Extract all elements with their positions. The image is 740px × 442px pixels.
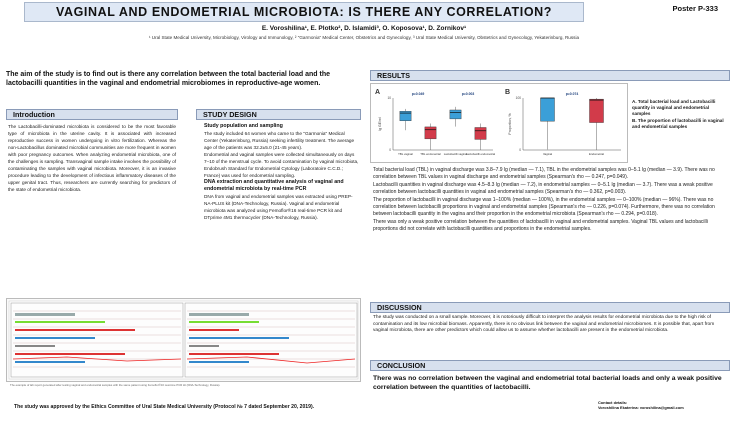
poster-title: VAGINAL AND ENDOMETRIAL MICROBIOTA: IS THERE ANY CORRELATION? bbox=[24, 2, 584, 22]
chart-0-box-1 bbox=[425, 127, 436, 139]
chart-1-box-1 bbox=[590, 99, 604, 122]
chart-0-group-label-0: TBL vaginal bbox=[398, 152, 413, 156]
results-proportion: The proportion of lactobacilli in vaginal discharge was 1–100% (median — 100%), in the endometrial samples — 0–100% (median — 96%). There was no correlation between lactobacilli proportions in vaginal and endometrial samples (Spearman's rho — 0.226, p=0.074). Furthermore, there was no correlation between lactobacilli quantity in the vagina and their proportion in the endometrial microbiota (Spearman's rho — 0.294, p=0.018). bbox=[373, 196, 715, 218]
conclusion-heading: CONCLUSION bbox=[370, 360, 730, 371]
sampling-text: Endometrial and vaginal samples were collected simultaneously on days 7–10 of the menstrual cycle. To avoid contamination by vaginal microbiota, Endobrush Standard for Endometrial Cytology (Laboratoire C.C.D.; France) was used for endometrial sampling. bbox=[204, 152, 359, 178]
aim-statement: The aim of the study is to find out is there any correlation between the total bacterial load and the lactobacilli quantities in the vaginal and endometrial microbiomes in reproductive-age women. bbox=[6, 71, 330, 88]
poster-id: Poster P-333 bbox=[672, 4, 718, 13]
results-summary: There was only a weak positive correlation between the quantities of lactobacilli in vaginal and endometrial samples. Vaginal TBL values and lactobacilli proportions did not correlate with lactobacilli quantities and proportions in the endometrial samples. bbox=[373, 218, 708, 233]
contact-label: Contact details: bbox=[598, 400, 628, 405]
study-design-block bbox=[204, 123, 359, 221]
chart-0-group-label-1: TBL endometrial bbox=[420, 152, 441, 156]
chart-0-tick-1: 10 bbox=[387, 96, 391, 101]
chart-a-label: A bbox=[375, 89, 381, 96]
chart-0-annotation-1: p=0.003 bbox=[461, 92, 475, 96]
chart-1-tick-1: 100 bbox=[515, 96, 521, 101]
chart-0-box-0 bbox=[400, 111, 411, 121]
figure-caption: The example of lab report generated after testing vaginal and endometrial samples with the same patient using Femoflor®16 real-time PCR kit (DNA-Technology, Russia). bbox=[10, 383, 221, 387]
results-lactobacilli: Lactobacilli quantities in vaginal discharge was 4.5–8.3 lg (median — 7.2), in endometrial samples — 0–5.1 lg (median — 3.7). There was a weak positive correlation between lactobacilli quantities in vaginal and endometrial samples (Spearman's rho — 0.362, p=0.003). bbox=[373, 181, 713, 196]
chart-0-tick-0: 0 bbox=[389, 148, 391, 153]
conclusion-text: There was no correlation between the vaginal and endometrial total bacterial loads and only a weak positive correlation between the quantities of lactobacilli. bbox=[373, 375, 722, 391]
dna-extraction-subheading: DNA extraction and quantitative analysis of vaginal and endometrial microbiota by real-time PCR bbox=[204, 179, 344, 192]
chart-b-label: B bbox=[505, 89, 511, 96]
chart-0-group-label-3: Lactobacilli endometrial bbox=[465, 152, 496, 156]
caption-a: A. Total bacterial load and Lactobacilli quantity in vaginal and endometrial samples bbox=[632, 99, 716, 117]
chart-0-group-label-2: Lactobacilli vaginal bbox=[443, 152, 468, 156]
chart-0-box-3 bbox=[475, 127, 486, 139]
study-population-text: The study included 64 women who came to the "Garmonia" Medical Center (Yekaterinburg, Russia) seeking infertility treatment. The average age of the patients was 32.2±5.0 (21-45 years). bbox=[204, 131, 355, 150]
results-charts bbox=[370, 83, 628, 163]
ethics-statement: The study was approved by the Ethics Committee of Ural State Medical University (Protocol № 7 dated September 20, 2019). bbox=[14, 404, 315, 410]
study-design-heading: STUDY DESIGN bbox=[196, 109, 361, 120]
poster-header bbox=[4, 2, 736, 66]
introduction-heading: Introduction bbox=[6, 109, 178, 120]
results-chart-caption bbox=[632, 99, 728, 130]
lab-report-illustration bbox=[7, 299, 360, 381]
chart-1-group-label-1: Endometrial bbox=[589, 152, 604, 156]
contact-details bbox=[598, 400, 684, 410]
lab-report-figure bbox=[6, 298, 361, 382]
dna-extraction-text: DNA from vaginal and endometrial samples was extracted using PREP-NA-PLUS kit (DNA-Technology, Russia). Vaginal and endometrial microbiota was analyzed using Femoflor®16 real-time PCR kit and DTprime 4M1 thermocycler (DNA-Technology, Russia). bbox=[204, 194, 353, 220]
authors: E. Voroshilina¹, E. Plotko², D. Islamidi³, O. Koposova¹, D. Zornikov¹ bbox=[261, 25, 467, 32]
results-heading: RESULTS bbox=[370, 70, 730, 81]
chart-1-group-label-0: Vaginal bbox=[542, 152, 553, 156]
results-chart-svg bbox=[371, 84, 627, 162]
chart-0-annotation-0: p=0.049 bbox=[411, 92, 425, 96]
chart-1-tick-0: 0 bbox=[519, 148, 521, 153]
introduction-text: The Lactobacilli-dominated microbiota is considered to be the most favorable type of microbiota in the uterine cavity. It is associated with increased reproductive success in women undergoing in vitro fertilization. Whereas the non-Lactobacillus dominated microbial communities are more frequent in women with poor pregnancy outcomes. When analyzing endometrial microbiota, one of the challenges is sampling. Transvaginal sample intake involves the possibility of contaminating the samples with vaginal microbiota. Moreover, it is an invasive procedure leading to the development of infectious inflammatory diseases of the upper genital tract. Thus, researchers are currently searching for predictors of the state of endometrial microbiota. bbox=[8, 124, 176, 192]
results-tbl: Total bacterial load (TBL) in vaginal discharge was 3.8–7.9 lg (median — 7.1), TBL in the endometrial samples was 0–5.1 lg (median — 3.9). There was no correlation between TBL values in vaginal discharge and endometrial samples (Spearman's rho — 0.247, p=0.049). bbox=[373, 167, 715, 181]
contact-name: Voroshilina Ekaterina: voroshilina@gmail.com bbox=[598, 405, 684, 410]
chart-1-annotation-0: p=0.074 bbox=[565, 92, 579, 96]
chart-0-box-2 bbox=[450, 110, 461, 119]
discussion-heading: DISCUSSION bbox=[370, 302, 730, 313]
study-population-subheading: Study population and sampling bbox=[204, 123, 283, 129]
discussion-text: The study was conducted on a small sample. Moreover, it is notoriously difficult to interpret the analysis results for endometrial microbiota due to the high risk of contamination and its low microbial biomass. Apparently, there is no obvious link between the vaginal and endometrial microbiomes. It is possible that, apart from vaginal microbiota, there are other predictors which could allow us to assume whether lactobacilli are present in the endometrial microbiota. bbox=[373, 315, 715, 333]
chart-0-ylabel: lg GE/ml bbox=[378, 117, 382, 131]
chart-1-ylabel: Proportion, % bbox=[508, 113, 512, 135]
caption-b: B. The proportion of lactobacilli in vaginal and endometrial samples bbox=[632, 117, 724, 129]
chart-1-box-0 bbox=[541, 98, 555, 121]
affiliations: ¹ Ural State Medical University, Microbiology, Virology and Immunology, ² "Garmonia" Medical Center, Obstetrics and Gynecology, ³ Ural State Medical University, Obstetrics and Gynecology, Yekaterinburg, Russia bbox=[148, 35, 580, 40]
results-text bbox=[373, 167, 728, 234]
